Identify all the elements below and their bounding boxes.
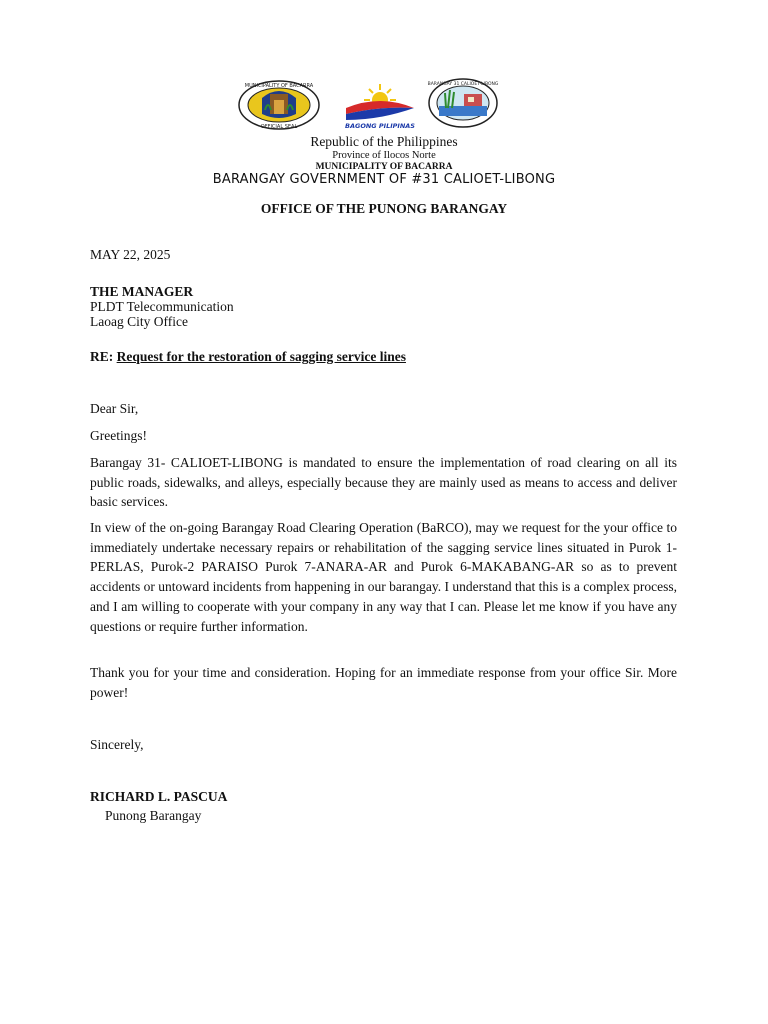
recipient-office: Laoag City Office <box>90 314 188 329</box>
header-barangay-government: BARANGAY GOVERNMENT OF #31 CALIOET-LIBONG <box>212 172 556 187</box>
svg-text:MUNICIPALITY OF BACARRA: MUNICIPALITY OF BACARRA <box>244 83 314 89</box>
svg-text:OFFICIAL SEAL: OFFICIAL SEAL <box>260 124 298 130</box>
body-paragraph-3: Thank you for your time and consideration. Hoping for an immediate response from your office Sir. More power! <box>90 665 677 700</box>
header-office-title: OFFICE OF THE PUNONG BARANGAY <box>260 201 508 216</box>
header-province: Province of Ilocos Norte <box>332 150 436 161</box>
closing: Sincerely, <box>90 737 144 752</box>
barangay-seal-logo <box>428 78 498 128</box>
signatory-title: Punong Barangay <box>105 808 202 823</box>
subject-text: Request for the restoration of sagging service lines <box>116 349 406 364</box>
body-paragraph-2: In view of the on-going Barangay Road Clearing Operation (BaRCO), may we request for the your office to immediately undertake necessary repairs or rehabilitation of the sagging service lines situated in Purok 1-PERLAS, Purok-2 PARAISO Purok 7-ANARA-AR and Purok 6-MAKABANG-AR so as to prevent accidents or untoward incidents from happening in our barangay. I understand that this is a complex process, and I am willing to cooperate with your company in any way that I can. Please let me know if you have any questions or require further information. <box>90 520 677 634</box>
bagong-pilipinas-logo <box>340 80 420 130</box>
letter-date: MAY 22, 2025 <box>90 247 171 262</box>
recipient-title: THE MANAGER <box>90 284 194 299</box>
salutation: Dear Sir, <box>90 401 139 416</box>
recipient-company: PLDT Telecommunication <box>90 299 234 314</box>
svg-text:BARANGAY 31 CALIOET-LIBONG: BARANGAY 31 CALIOET-LIBONG <box>428 82 498 87</box>
header-municipality: MUNICIPALITY OF BACARRA <box>315 162 453 172</box>
signatory-name: RICHARD L. PASCUA <box>90 789 228 804</box>
greeting: Greetings! <box>90 428 147 443</box>
body-paragraph-1: Barangay 31- CALIOET-LIBONG is mandated to ensure the implementation of road clearing on all its public roads, sidewalks, and alleys, especially because they are mainly used as means to access and deliver basic services. <box>90 455 677 510</box>
subject-line <box>90 349 406 365</box>
subject-label: RE: <box>90 349 114 364</box>
header-republic: Republic of the Philippines <box>310 134 458 149</box>
municipality-seal-logo <box>238 80 320 130</box>
letterhead-logos <box>0 78 768 134</box>
svg-text:BAGONG PILIPINAS: BAGONG PILIPINAS <box>345 122 415 130</box>
